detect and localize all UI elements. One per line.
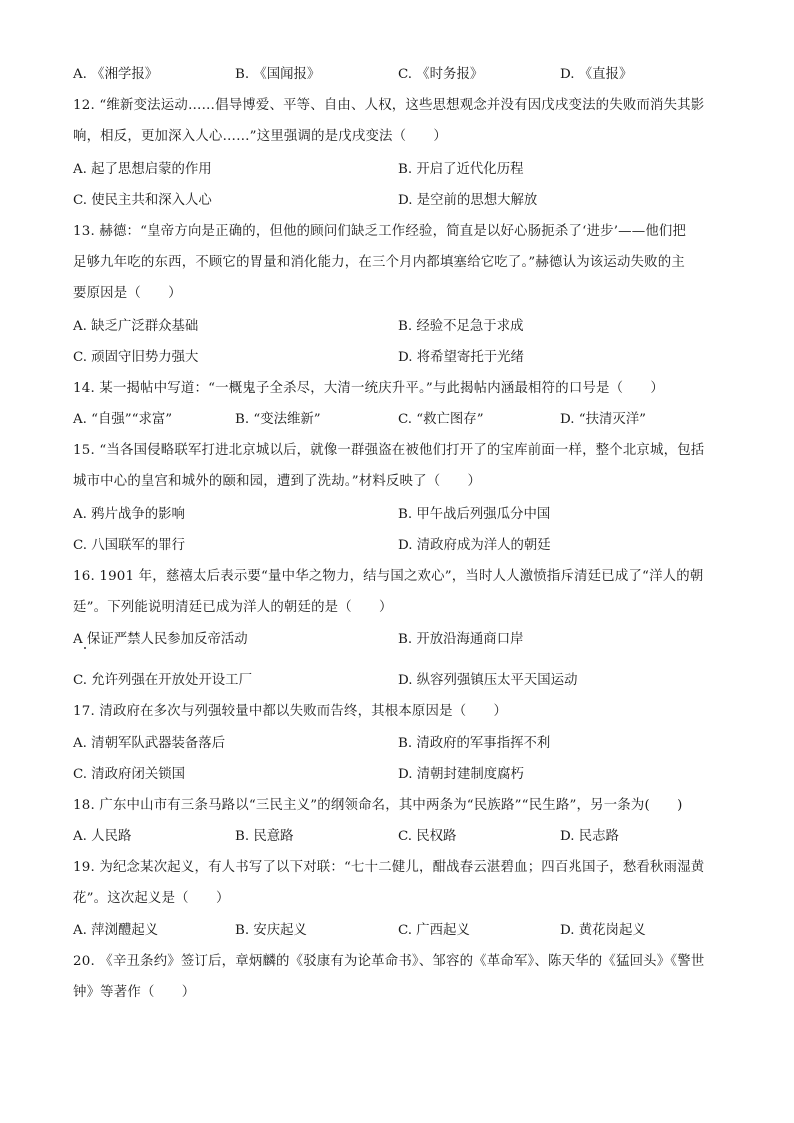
q18-option-a: A. 人民路 xyxy=(73,829,132,844)
q14-option-c: C. “救亡图存” xyxy=(398,412,484,427)
q14-stem-line1: 14. 某一揭帖中写道：“一概鬼子全杀尽，大清一统庆升平。”与此揭帖内涵最相符的口号是（ ） xyxy=(73,381,664,396)
q16-stem-line1: 16. 1901 年，慈禧太后表示要“量中华之物力，结与国之欢心”，当时人人激愤指斥清廷已成了“洋人的朝 xyxy=(73,569,704,584)
q12-option-b: B. 开启了近代化历程 xyxy=(398,162,524,177)
q15-option-d: D. 清政府成为洋人的朝廷 xyxy=(398,538,551,553)
q15-option-c: C. 八国联军的罪行 xyxy=(73,538,186,553)
q17-option-a: A. 清朝军队武器装备落后 xyxy=(73,736,226,751)
q18-options xyxy=(73,826,733,848)
q19-option-d: D. 黄花岗起义 xyxy=(560,923,646,938)
q17-options-row1 xyxy=(73,733,733,755)
q13-options-row1 xyxy=(73,316,733,338)
q12-stem-line1: 12. “维新变法运动……倡导博爱、平等、自由、人权，这些思想观念并没有因戊戌变法的失败而消失其影 xyxy=(73,98,705,113)
q16-option-b: B. 开放沿海通商口岸 xyxy=(398,632,524,647)
q19-stem-line1: 19. 为纪念某次起义，有人书写了以下对联：“七十二健儿，酣战春云湛碧血；四百兆国子，愁看秋雨湿黄 xyxy=(73,860,705,875)
q14-option-a: A. “自强”“求富” xyxy=(73,412,173,427)
q16-options-row1 xyxy=(73,629,733,651)
q17-stem-line1: 17. 清政府在多次与列强较量中都以失败而告终，其根本原因是（ ） xyxy=(73,704,508,719)
q12-options-row1 xyxy=(73,159,733,181)
q20-stem-line1: 20. 《辛丑条约》签订后，章炳麟的《驳康有为论革命书》、邹容的《革命军》、陈天华的《猛回头》《警世 xyxy=(73,954,705,969)
q14-option-b: B. “变法维新” xyxy=(235,412,321,427)
q13-option-a: A. 缺乏广泛群众基础 xyxy=(73,319,199,334)
q15-stem-line2: 城市中心的皇宫和城外的颐和园，遭到了洗劫。”材料反映了（ ） xyxy=(73,474,482,489)
q15-options-row2 xyxy=(73,535,733,557)
q13-options-row2 xyxy=(73,347,733,369)
q14-options xyxy=(73,409,733,431)
q13-stem-line1: 13. 赫德：“皇帝方向是正确的，但他的顾问们缺乏工作经验，简直是以好心肠扼杀了‘进步’——他们把 xyxy=(73,224,687,239)
q15-option-a: A. 鸦片战争的影响 xyxy=(73,507,185,522)
q16-option-c: C. 允许列强在开放处开设工厂 xyxy=(73,673,252,688)
q18-option-d: D. 民志路 xyxy=(560,829,619,844)
q15-options-row1 xyxy=(73,504,733,526)
q18-stem-line1: 18. 广东中山市有三条马路以“三民主义”的纲领命名，其中两条为“民族路”“民生路”，另一条为( ) xyxy=(73,798,683,813)
q12-option-a: A. 起了思想启蒙的作用 xyxy=(73,162,212,177)
q14-option-d: D. “扶清灭洋” xyxy=(560,412,647,427)
q20-stem-line2: 钟》等著作（ ） xyxy=(73,985,196,1000)
q15-option-b: B. 甲午战后列强瓜分中国 xyxy=(398,507,551,522)
q13-option-b: B. 经验不足急于求成 xyxy=(398,319,524,334)
q13-stem-line2: 足够九年吃的东西，不顾它的胃量和消化能力，在三个月内都填塞给它吃了。”赫德认为该运动失败的主 xyxy=(73,255,685,270)
q11-option-a: A. 《湘学报》 xyxy=(73,67,159,82)
q19-options xyxy=(73,920,733,942)
q11-option-c: C. 《时务报》 xyxy=(398,67,484,82)
q19-option-b: B. 安庆起义 xyxy=(235,923,307,938)
q11-option-d: D. 《直报》 xyxy=(560,67,633,82)
q19-option-a: A. 萍浏醴起义 xyxy=(73,923,159,938)
q13-option-c: C. 顽固守旧势力强大 xyxy=(73,350,199,365)
q13-stem-line3: 要原因是（ ） xyxy=(73,286,182,301)
q17-option-b: B. 清政府的军事指挥不利 xyxy=(398,736,551,751)
q17-options-row2 xyxy=(73,764,733,786)
q16-option-d: D. 纵容列强镇压太平天国运动 xyxy=(398,673,578,688)
q11-options xyxy=(73,64,733,86)
q13-option-d: D. 将希望寄托于光绪 xyxy=(398,350,524,365)
q18-option-b: B. 民意路 xyxy=(235,829,294,844)
q12-stem-line2: 响，相反，更加深入人心……”这里强调的是戊戌变法（ ） xyxy=(73,129,447,144)
q19-option-c: C. 广西起义 xyxy=(398,923,470,938)
q15-stem-line1: 15. “当各国侵略联军打进北京城以后，就像一群强盗在被他们打开了的宝库前面一样，整个北京城，包括 xyxy=(73,443,705,458)
q18-option-c: C. 民权路 xyxy=(398,829,457,844)
q17-option-d: D. 清朝封建制度腐朽 xyxy=(398,767,524,782)
q12-option-d: D. 是空前的思想大解放 xyxy=(398,193,538,208)
stray-dot-mark xyxy=(84,647,86,649)
q12-options-row2 xyxy=(73,190,733,212)
q16-stem-line2: 廷”。下列能说明清廷已成为洋人的朝廷的是（ ） xyxy=(73,600,393,615)
q19-stem-line2: 花”。这次起义是（ ） xyxy=(73,891,230,906)
q11-option-b: B. 《国闻报》 xyxy=(235,67,321,82)
q16-option-a: A 保证严禁人民参加反帝活动 xyxy=(73,632,248,647)
q16-options-row2 xyxy=(73,670,733,692)
q17-option-c: C. 清政府闭关锁国 xyxy=(73,767,186,782)
q12-option-c: C. 使民主共和深入人心 xyxy=(73,193,212,208)
